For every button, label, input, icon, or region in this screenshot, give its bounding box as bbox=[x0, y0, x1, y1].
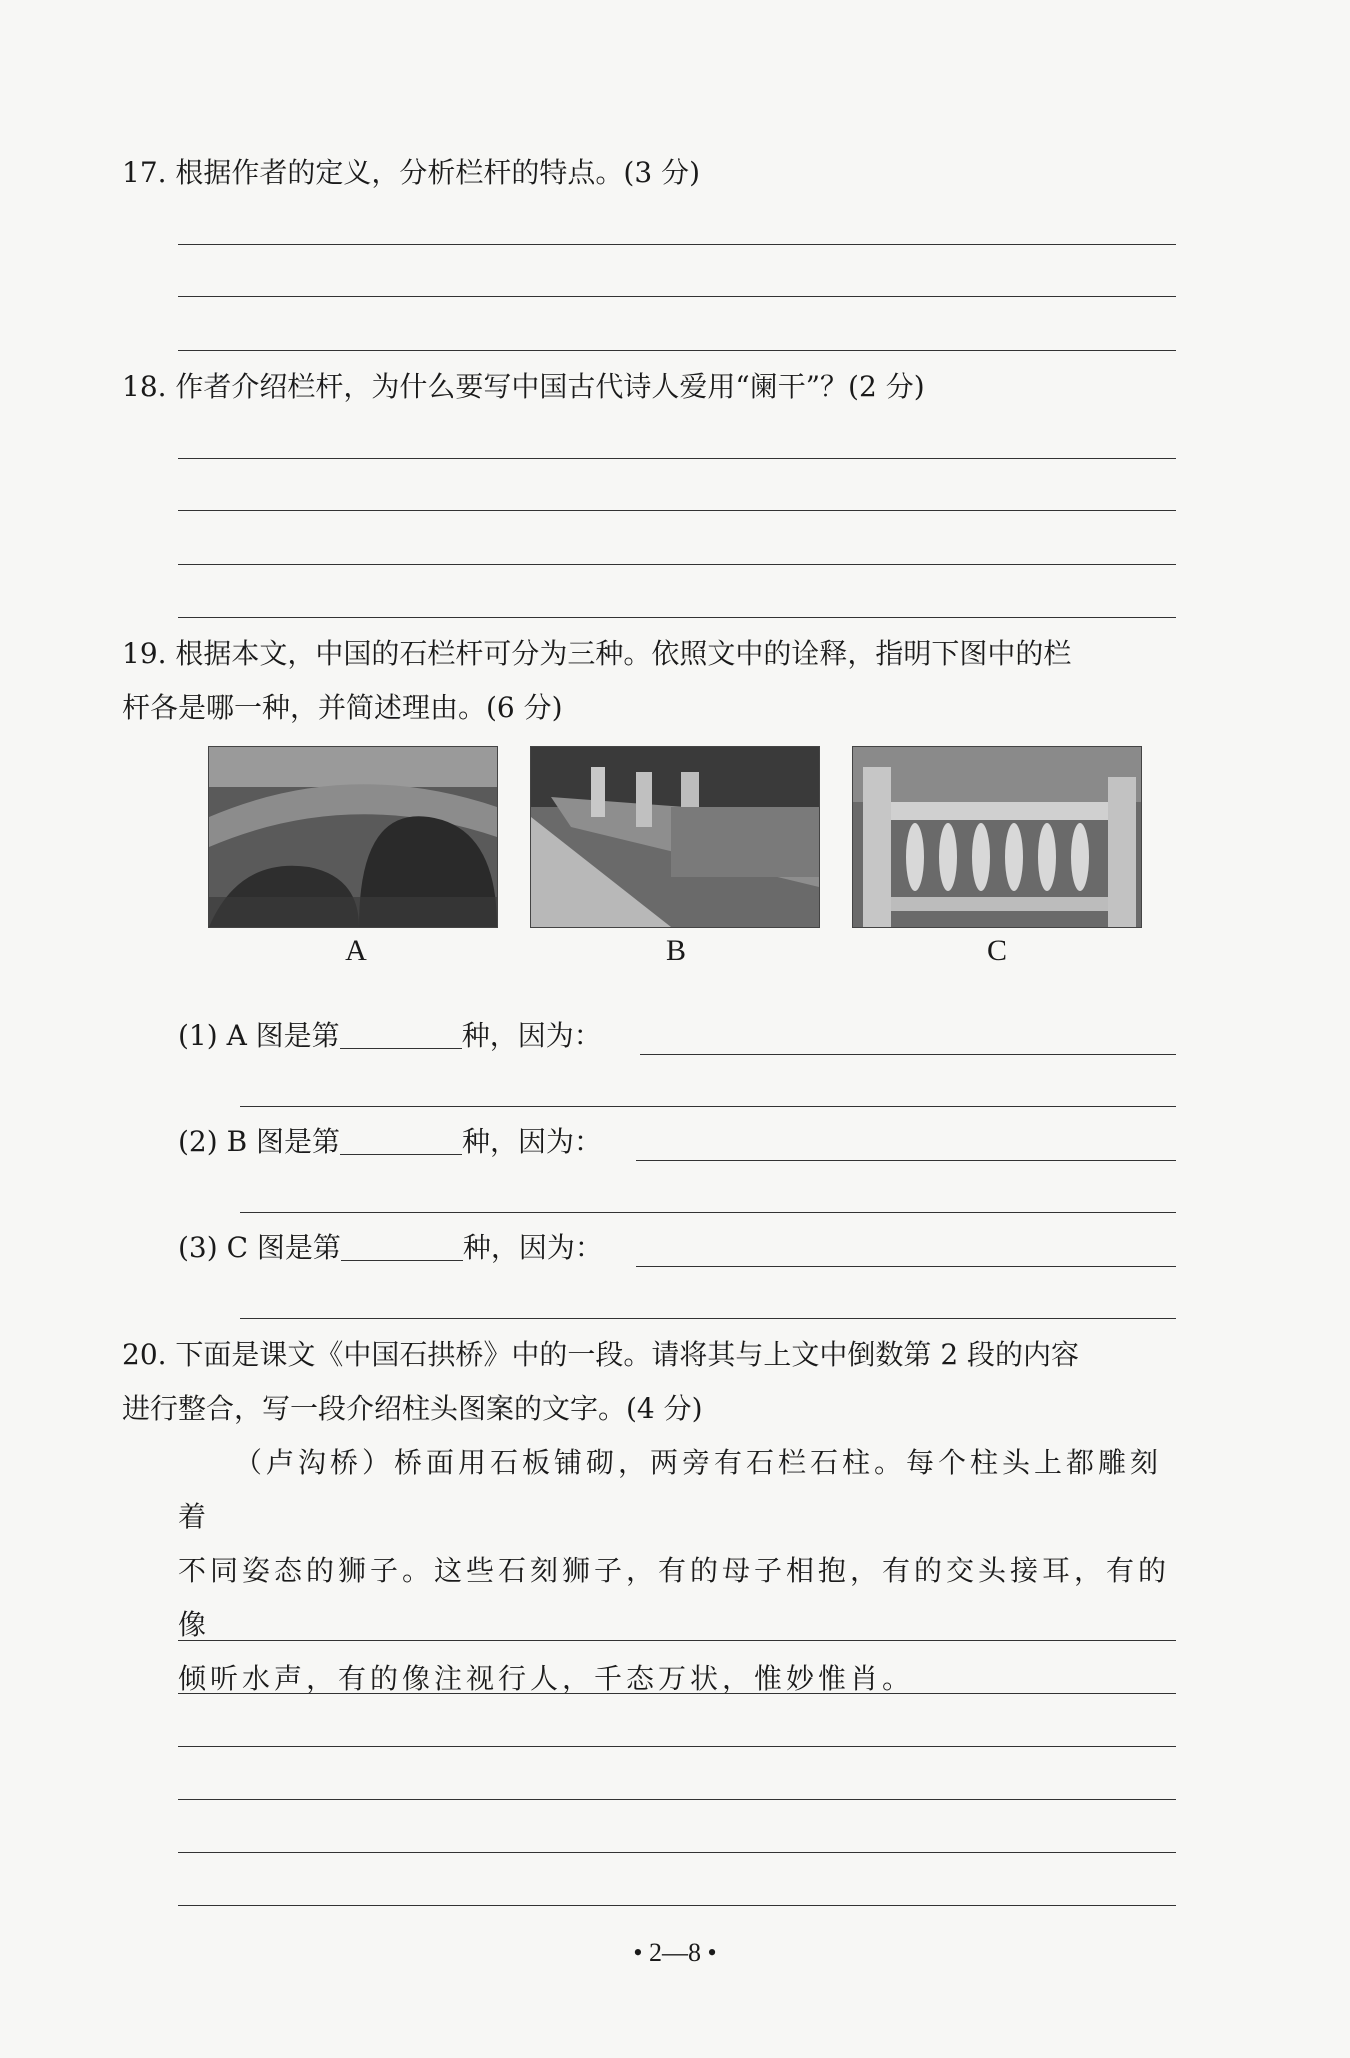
question-18: 18. 作者介绍栏杆，为什么要写中国古代诗人爱用“阑干”？(2 分) bbox=[122, 370, 925, 403]
answer-line[interactable] bbox=[178, 1693, 1176, 1694]
answer-line[interactable] bbox=[636, 1266, 1176, 1267]
photo-a-caption: A bbox=[345, 934, 367, 967]
photo-a-arch-bridge bbox=[208, 746, 498, 928]
passage-line-3: 倾听水声，有的像注视行人，千态万状，惟妙惟肖。 bbox=[178, 1662, 915, 1695]
page-number: • 2—8 • bbox=[633, 1938, 717, 1967]
subquestion-1-prefix: (1) A 图是第 bbox=[178, 1019, 340, 1052]
quoted-passage bbox=[178, 1436, 1178, 1706]
answer-line[interactable] bbox=[178, 564, 1176, 565]
subquestion-1-suffix: 种，因为： bbox=[461, 1019, 602, 1052]
answer-line[interactable] bbox=[240, 1318, 1176, 1319]
photo-b-caption: B bbox=[665, 934, 686, 967]
answer-line[interactable] bbox=[178, 296, 1176, 297]
answer-line[interactable] bbox=[640, 1054, 1176, 1055]
blank-3[interactable] bbox=[341, 1230, 463, 1261]
answer-line[interactable] bbox=[178, 1905, 1176, 1906]
subquestion-2-prefix: (2) B 图是第 bbox=[178, 1125, 341, 1158]
question-17: 17. 根据作者的定义，分析栏杆的特点。(3 分) bbox=[122, 156, 700, 189]
question-19-line2: 杆各是哪一种，并简述理由。(6 分) bbox=[122, 691, 563, 724]
answer-line[interactable] bbox=[178, 1640, 1176, 1641]
answer-line[interactable] bbox=[636, 1160, 1176, 1161]
blank-2[interactable] bbox=[340, 1124, 462, 1155]
question-20-line2: 进行整合，写一段介绍柱头图案的文字。(4 分) bbox=[122, 1392, 703, 1425]
answer-line[interactable] bbox=[240, 1212, 1176, 1213]
passage-line-2: 不同姿态的狮子。这些石刻狮子，有的母子相抱，有的交头接耳，有的像 bbox=[178, 1554, 1171, 1641]
subquestion-2-suffix: 种，因为： bbox=[462, 1125, 603, 1158]
passage-line-1: （卢沟桥）桥面用石板铺砌，两旁有石栏石柱。每个柱头上都雕刻着 bbox=[178, 1446, 1163, 1533]
answer-line[interactable] bbox=[178, 350, 1176, 351]
answer-line[interactable] bbox=[178, 1746, 1176, 1747]
photo-c-caption: C bbox=[986, 934, 1007, 967]
subquestion-3-suffix: 种，因为： bbox=[462, 1231, 603, 1264]
answer-line[interactable] bbox=[178, 244, 1176, 245]
photo-b-balustrade-path bbox=[530, 746, 820, 928]
subquestion-1 bbox=[178, 1014, 602, 1058]
blank-1[interactable] bbox=[340, 1018, 462, 1049]
question-19-line1: 19. 根据本文，中国的石栏杆可分为三种。依照文中的诠释，指明下图中的栏 bbox=[122, 637, 1072, 670]
subquestion-3 bbox=[178, 1226, 603, 1270]
answer-line[interactable] bbox=[178, 617, 1176, 618]
answer-line[interactable] bbox=[178, 1799, 1176, 1800]
answer-line[interactable] bbox=[178, 458, 1176, 459]
answer-line[interactable] bbox=[178, 1852, 1176, 1853]
subquestion-2 bbox=[178, 1120, 602, 1164]
answer-line[interactable] bbox=[240, 1106, 1176, 1107]
photo-c-baluster-railing bbox=[852, 746, 1142, 928]
answer-line[interactable] bbox=[178, 510, 1176, 511]
question-20-line1: 20. 下面是课文《中国石拱桥》中的一段。请将其与上文中倒数第 2 段的内容 bbox=[122, 1338, 1080, 1371]
subquestion-3-prefix: (3) C 图是第 bbox=[178, 1231, 341, 1264]
